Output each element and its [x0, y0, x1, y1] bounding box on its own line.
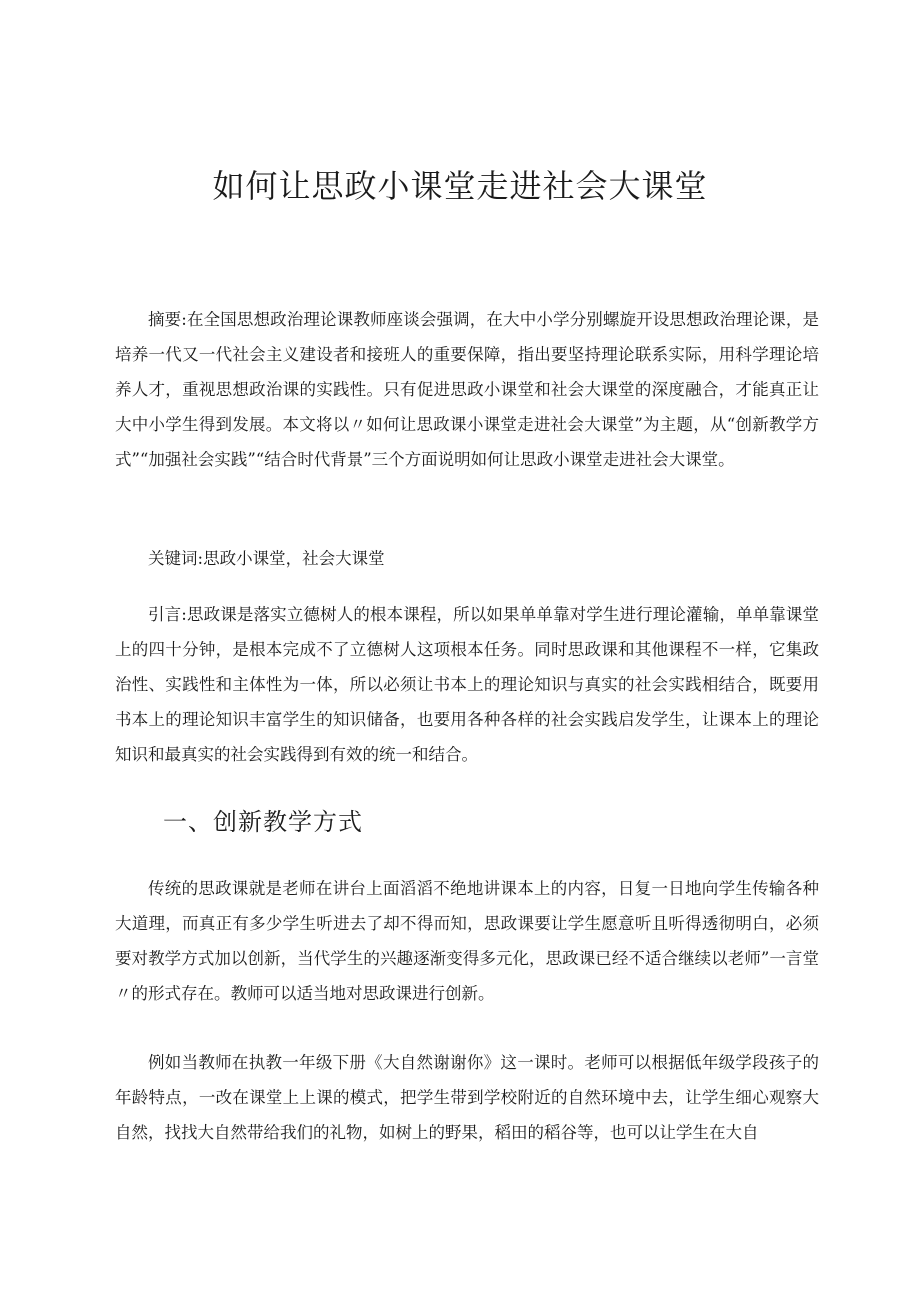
- keywords-paragraph: [115, 541, 819, 576]
- keywords-label: 关键词:: [148, 549, 204, 568]
- introduction-text: 思政课是落实立德树人的根本课程，所以如果单单靠对学生进行理论灌输，单单靠课堂上的四十分钟，是根本完成不了立德树人这项根本任务。同时思政课和其他课程不一样，它集政治性、实践性和主体性为一体，所以必须让书本上的理论知识与真实的社会实践相结合，既要用书本上的理论知识丰富学生的知识储备，也要用各种各样的社会实践启发学生，让课本上的理论知识和最真实的社会实践得到有效的统一和结合。: [115, 605, 820, 764]
- section-paragraph-1: 传统的思政课就是老师在讲台上面滔滔不绝地讲课本上的内容，日复一日地向学生传输各种大道理，而真正有多少学生听进去了却不得而知，思政课要让学生愿意听且听得透彻明白，必须要对教学方式加以创新，当代学生的兴趣逐渐变得多元化，思政课已经不适合继续以老师”一言堂〃的形式存在。教师可以适当地对思政课进行创新。: [115, 879, 819, 1003]
- abstract-paragraph: [115, 302, 819, 477]
- introduction-label: 引言:: [148, 605, 187, 624]
- keywords-text: 思政小课堂，社会大课堂: [203, 549, 385, 568]
- document-title: 如何让思政小课堂走进社会大课堂: [212, 167, 708, 205]
- abstract-text: 在全国思想政治理论课教师座谈会强调，在大中小学分别螺旋开设思想政治理论课，是培养一代又一代社会主义建设者和接班人的重要保障，指出要坚持理论联系实际，用科学理论培养人才，重视思想政治课的实践性。只有促进思政小课堂和社会大课堂的深度融合，才能真正让大中小学生得到发展。本文将以〃如何让思政课小课堂走进社会大课堂”为主题，从“创新教学方式”“加强社会实践”“结合时代背景”三个方面说明如何让思政小课堂走进社会大课堂。: [115, 310, 820, 469]
- introduction-paragraph: [115, 597, 819, 772]
- section-paragraph-2: 例如当教师在执教一年级下册《大自然谢谢你》这一课时。老师可以根据低年级学段孩子的年龄特点，一改在课堂上上课的模式，把学生带到学校附近的自然环境中去，让学生细心观察大自然，找找大自然带给我们的礼物，如树上的野果，稻田的稻谷等，也可以让学生在大自: [115, 1053, 819, 1142]
- abstract-label: 摘要:: [148, 310, 187, 329]
- section-heading: 一、创新教学方式: [163, 808, 363, 836]
